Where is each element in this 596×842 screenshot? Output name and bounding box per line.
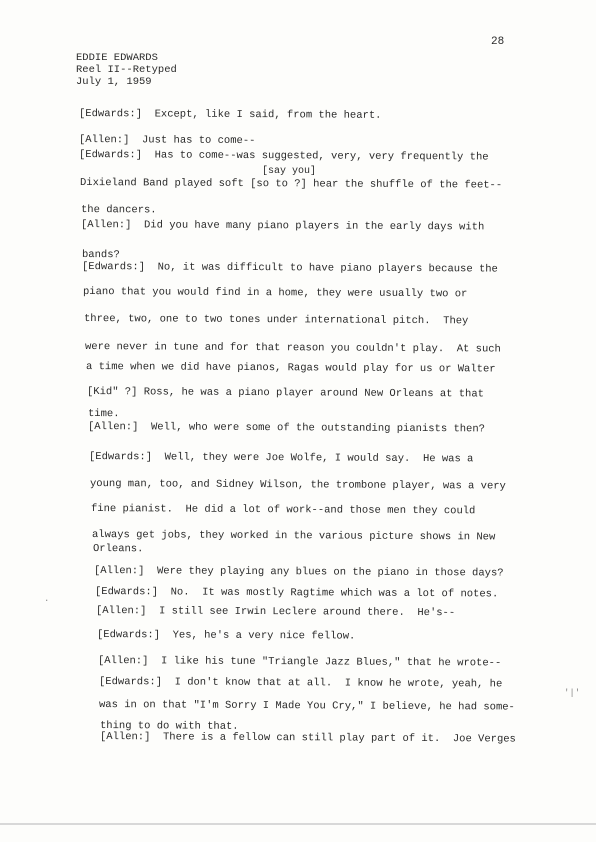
speaker-label: [Edwards:] — [78, 149, 143, 162]
page-bottom-edge — [0, 823, 596, 825]
transcript-line — [98, 655, 501, 669]
line-text: I don't know that at all. I know he wrote, yeah, he — [161, 676, 503, 691]
transcript-line — [81, 204, 157, 216]
speaker-label: [Edwards:] — [88, 451, 153, 464]
speaker-label: [Edwards:] — [81, 261, 146, 274]
header-date: July 1, 1959 — [76, 76, 152, 88]
line-text: bands? — [81, 249, 120, 262]
line-text: thing to do with that. — [99, 720, 239, 733]
line-text: Dixieland Band played soft [so to ?] hear the shuffle of the feet-- — [79, 177, 503, 192]
transcript-line — [93, 543, 143, 555]
page-number: 28 — [491, 36, 505, 48]
transcript-line — [99, 676, 502, 690]
line-text: Yes, he's a very nice fellow. — [159, 629, 356, 643]
line-text: I like his tune "Triangle Jazz Blues," that he wrote-- — [148, 655, 502, 670]
transcript-line — [89, 451, 473, 465]
line-text: time. — [87, 408, 120, 421]
transcript-line — [95, 586, 498, 600]
speaker-label: [Allen:] — [87, 421, 139, 434]
speaker-label: [Allen:] — [95, 605, 147, 618]
speaker-label: [Edwards:] — [78, 108, 143, 121]
transcript-line — [88, 421, 485, 435]
transcript-line — [87, 386, 484, 400]
transcript-line — [97, 629, 355, 643]
line-text: a time when we did have pianos, Ragas would play for us or Walter — [85, 361, 496, 376]
speaker-label: [Edwards:] — [96, 629, 161, 642]
line-text: three, two, one to two tones under international pitch. They — [83, 313, 469, 328]
transcript-line — [91, 503, 475, 517]
line-text: Just has to come-- — [129, 134, 256, 148]
document-header — [76, 52, 177, 88]
transcript-line — [82, 261, 498, 276]
transcript-line — [100, 731, 516, 746]
line-text: were never in tune and for that reason you couldn't play. At such — [84, 341, 501, 356]
line-text: Did you have many piano players in the early days with — [131, 219, 485, 234]
line-text: [Kid" ?] Ross, he was a piano player around New Orleans at that — [86, 386, 484, 401]
transcript-line — [82, 249, 120, 261]
transcript-line — [79, 108, 382, 122]
line-text: Well, who were some of the outstanding pianists then? — [138, 421, 486, 436]
line-text: piano that you would find in a home, they were usually two or — [82, 286, 468, 301]
speaker-label: [Allen:] — [80, 219, 132, 232]
transcript-line — [86, 361, 496, 376]
speaker-label: [Allen:] — [99, 731, 151, 744]
transcript-line — [83, 286, 467, 300]
line-text: fine pianist. He did a lot of work--and those men they could — [90, 503, 476, 518]
line-text: was in on that "I'm Sorry I Made You Cry," I believe, he had some- — [98, 699, 515, 714]
line-text: young man, too, and Sidney Wilson, the trombone player, was a very — [89, 478, 506, 493]
speaker-label: [Edwards:] — [98, 676, 163, 689]
transcript-line — [84, 313, 468, 327]
line-text: always get jobs, they worked in the various picture shows in New — [91, 529, 496, 544]
transcript-line — [81, 219, 484, 233]
scan-speck: · — [44, 596, 50, 606]
transcript-line — [92, 529, 495, 543]
line-text: There is a fellow can still play part of it. Joe Verges — [150, 731, 516, 746]
transcript-line — [79, 149, 489, 164]
transcript-line — [94, 565, 504, 580]
transcript-line — [99, 699, 515, 714]
header-reel: Reel II--Retyped — [76, 64, 177, 76]
header-name: EDDIE EDWARDS — [76, 52, 158, 64]
speaker-label: [Allen:] — [78, 134, 130, 147]
handwritten-insert: [say you] — [262, 166, 317, 177]
line-text: Has to come--was suggested, very, very frequently the — [141, 149, 489, 164]
transcript-line — [80, 177, 502, 192]
line-text: I still see Irwin Leclere around there. He's-- — [146, 605, 456, 620]
line-text: No. It was mostly Ragtime which was a lot of notes. — [157, 586, 499, 601]
transcript-line — [90, 478, 506, 493]
line-text: the dancers. — [80, 204, 157, 217]
transcript-line — [85, 341, 501, 356]
speaker-label: [Edwards:] — [94, 586, 159, 599]
transcript-line — [79, 134, 256, 147]
line-text: Were they playing any blues on the piano in those days? — [144, 565, 504, 580]
transcript-line — [88, 408, 120, 420]
line-text: No, it was difficult to have piano players because the — [144, 261, 498, 276]
transcript-line — [96, 605, 455, 619]
line-text: Orleans. — [92, 543, 144, 556]
line-text: Well, they were Joe Wolfe, I would say. He was a — [151, 451, 474, 466]
speaker-label: [Allen:] — [93, 565, 145, 578]
speaker-label: [Allen:] — [97, 655, 149, 668]
margin-mark: '|' — [564, 688, 581, 698]
line-text: Except, like I said, from the heart. — [141, 108, 382, 122]
